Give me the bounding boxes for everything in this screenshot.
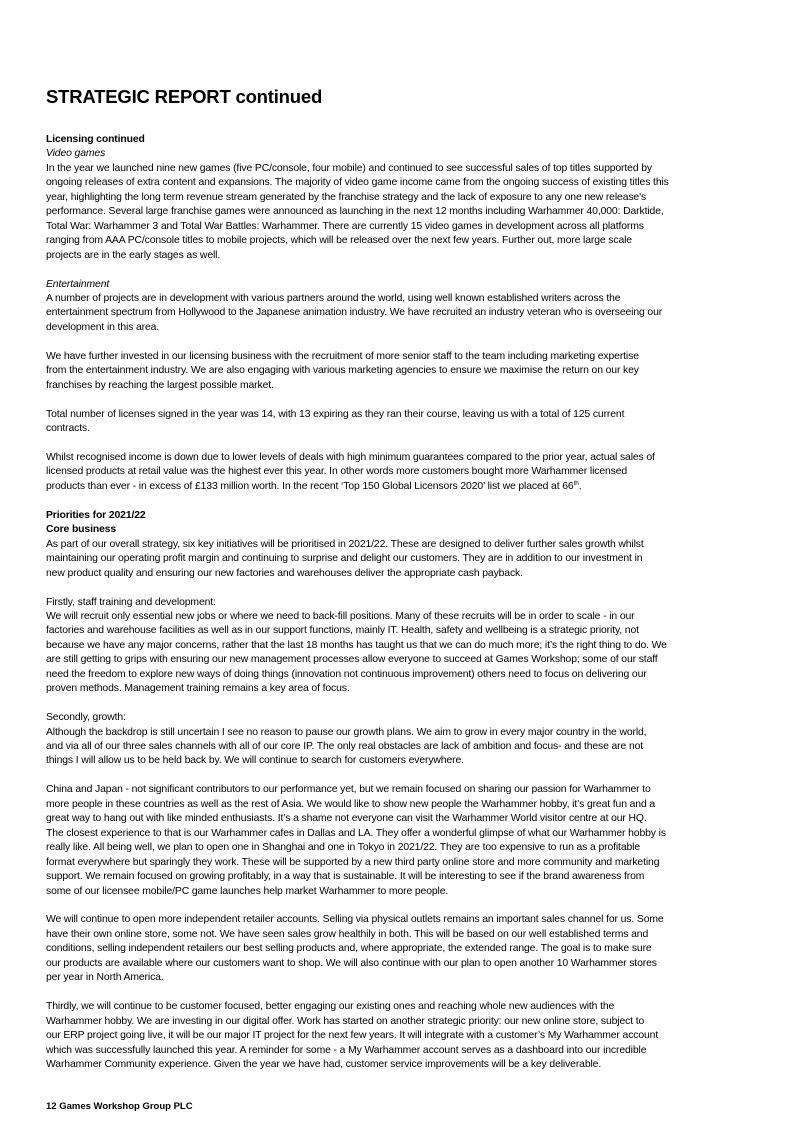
line-text: need the freedom to explore new ways of doing things (innovation not continuous improvement) others need to focus on delivering our	[46, 668, 647, 680]
text-line	[46, 249, 766, 263]
line-text: really like. All being well, we plan to open one in Shanghai and one in Tokyo in 2021/22. They are too expensive to run as a profitable	[46, 842, 640, 854]
line-text: entertainment spectrum from Hollywood to the Japanese animation industry. We have recruited an industry veteran who is overseeing our	[46, 307, 663, 319]
text-line	[46, 610, 766, 624]
blank-line	[46, 581, 766, 595]
line-text: Warhammer Community experience. Given the year we have had, customer service improvements will be a key deliverable.	[46, 1059, 602, 1070]
text-line	[46, 379, 766, 393]
blank-line	[46, 769, 766, 783]
line-text: We have further invested in our licensing business with the recruitment of more senior staff to the team including marketing expertise	[46, 350, 639, 362]
text-line	[46, 220, 766, 234]
line-text: Whilst recognised income is down due to lower levels of deals with high minimum guarantees compared to the prior year, actual sales of	[46, 451, 655, 463]
line-text: Video games	[46, 148, 106, 160]
text-line	[46, 711, 766, 725]
blank-line	[46, 494, 766, 508]
line-text: Total number of licenses signed in the year was 14, with 13 expiring as they ran their course, leaving us with a total of 125 current	[46, 408, 625, 420]
blank-line	[46, 437, 766, 451]
line-text: In the year we launched nine new games (five PC/console, four mobile) and continued to see successful sales of top titles supported by	[46, 162, 652, 174]
text-line	[46, 841, 766, 855]
text-line	[46, 176, 766, 190]
text-line	[46, 552, 766, 566]
line-text: new product quality and ensuring our new factories and warehouses deliver the appropriate cash payback.	[46, 567, 523, 579]
report-body	[46, 133, 766, 1072]
line-text: products than ever - in excess of £133 million worth. In the recent ‘Top 150 Global Licensors 2020’ list we placed at 66	[46, 480, 574, 492]
line-text: our ERP project going live, it will be our major IT project for the next few years. It will integrate with a customer’s My Warhammer account	[46, 1030, 659, 1042]
page-title: STRATEGIC REPORT continued	[46, 86, 323, 107]
text-line	[46, 798, 766, 812]
line-text: factories and warehouse facilities as well as in our support functions, mainly IT. Health, safety and wellbeing is a strategic priority, not	[46, 625, 639, 637]
line-text: things I will allow us to be held back by. We will continue to search for customers everywhere.	[46, 755, 464, 767]
line-text: Licensing continued	[46, 134, 145, 145]
text-line	[46, 971, 766, 985]
line-text: ongoing releases of extra content and expansions. The majority of video game income came from the ongoing success of existing titles this	[46, 177, 669, 189]
line-text: Total War: Warhammer 3 and Total War Battles: Warhammer. There are currently 15 video games in development across all platforms	[46, 220, 644, 232]
text-line	[46, 451, 766, 465]
line-text: more people in these countries as well as the rest of Asia. We would like to show new people the Warhammer hobby, it’s great fun and a	[46, 798, 656, 810]
line-text: and via all of our three sales channels with all of our core IP. The only real obstacles are lack of ambition and focus- and these are not	[46, 741, 644, 753]
line-text: Thirdly, we will continue to be customer focused, better engaging our existing ones and reaching whole new audiences with the	[46, 1001, 615, 1013]
line-text: contracts.	[46, 423, 90, 435]
text-line	[46, 321, 766, 335]
blank-line	[46, 899, 766, 913]
text-line	[46, 754, 766, 768]
text-line	[46, 191, 766, 205]
text-line	[46, 812, 766, 826]
line-text: licensed products at retail value was the highest ever this year. In other words more customers bought more Warhammer licensed	[46, 466, 628, 478]
section-heading	[46, 133, 766, 147]
text-line	[46, 162, 766, 176]
line-text: are still getting to grips with ensuring our new management processes allow everyone to succeed at Games Workshop; some of our staff	[46, 654, 658, 666]
line-text: performance. Several large franchise games were announced as launching in the next 12 months including Warhammer 40,000: Darktide,	[46, 206, 664, 218]
text-line	[46, 480, 766, 494]
line-text: proven methods. Management training remains a key area of focus.	[46, 683, 350, 695]
text-line	[46, 408, 766, 422]
text-line	[46, 783, 766, 797]
text-line	[46, 234, 766, 248]
text-line	[46, 856, 766, 870]
line-text: support. We remain focused on growing profitably, in a way that is sustainable. It will be interesting to see if the brand awareness from	[46, 871, 645, 883]
blank-line	[46, 697, 766, 711]
text-line	[46, 827, 766, 841]
line-text: have their own online store, some not. We have seen sales grow healthily in both. This will be based on our well established terms and	[46, 928, 649, 940]
line-text: because we have any major concerns, rather that the last 18 months has taught us that we can do much more; it’s the right thing to do. We	[46, 639, 667, 651]
text-line	[46, 957, 766, 971]
text-line	[46, 682, 766, 696]
line-text: great way to hang out with like minded enthusiasts. It’s a shame not everyone can visit the Warhammer World visitor centre at our HQ.	[46, 813, 647, 825]
text-line	[46, 350, 766, 364]
line-text: Firstly, staff training and development:	[46, 596, 216, 608]
text-line	[46, 422, 766, 436]
line-text: some of our licensee mobile/PC game launches help market Warhammer to more people.	[46, 885, 449, 897]
text-line	[46, 653, 766, 667]
line-text: Although the backdrop is still uncertain I see no reason to pause our growth plans. We aim to grow in every major country in the world,	[46, 726, 647, 738]
section-heading	[46, 509, 766, 523]
text-line	[46, 885, 766, 899]
line-text: year, highlighting the long term revenue stream generated by the franchise strategy and the lack of exposure to any one new release's	[46, 191, 647, 203]
text-line	[46, 306, 766, 320]
line-text: Entertainment	[46, 278, 110, 290]
line-text: ranging from AAA PC/console titles to mobile projects, which will be released over the next few years. Further out, more large scale	[46, 235, 632, 247]
text-line	[46, 639, 766, 653]
line-text: We will recruit only essential new jobs or where we need to back-fill positions. Many of these recruits will be in order to scale - in our	[46, 610, 635, 622]
text-line	[46, 538, 766, 552]
text-line	[46, 567, 766, 581]
text-line	[46, 205, 766, 219]
text-line	[46, 928, 766, 942]
text-line	[46, 740, 766, 754]
line-text: As part of our overall strategy, six key initiatives will be prioritised in 2021/22. These are designed to deliver further sales growth whilst	[46, 538, 644, 550]
line-text: projects are in the early stages as well.	[46, 249, 221, 261]
text-line	[46, 668, 766, 682]
text-line	[46, 1000, 766, 1014]
text-line	[46, 726, 766, 740]
text-line	[46, 913, 766, 927]
subsection-heading	[46, 278, 766, 292]
blank-line	[46, 986, 766, 1000]
line-text: conditions, selling independent retailers our best selling products and, where appropriate, the extended range. The goal is to make sure	[46, 943, 652, 955]
line-text: Priorities for 2021/22	[46, 509, 146, 521]
superscript: th	[573, 479, 579, 487]
line-text: per year in North America.	[46, 972, 164, 984]
text-line	[46, 870, 766, 884]
line-text: our products are available where our customers want to shop. We will also continue with our plan to open another 10 Warhammer stores	[46, 957, 657, 969]
text-line	[46, 1058, 766, 1072]
blank-line	[46, 393, 766, 407]
page-footer: 12 Games Workshop Group PLC	[46, 1101, 193, 1112]
subsection-heading	[46, 147, 766, 161]
text-line	[46, 1015, 766, 1029]
text-line	[46, 596, 766, 610]
line-text: Warhammer hobby. We are investing in our digital offer. Work has started on another strategic priority: our new online store, subject to	[46, 1015, 645, 1027]
line-text: The closest experience to that is our Warhammer cafes in Dallas and LA. They offer a wonderful glimpse of what our Warhammer hobby is	[46, 827, 666, 839]
line-text: China and Japan - not significant contributors to our performance yet, but we remain focused on sharing our passion for Warhammer to	[46, 784, 651, 796]
line-text: Core business	[46, 524, 117, 536]
line-text: franchises by reaching the largest possible market.	[46, 379, 274, 391]
blank-line	[46, 263, 766, 277]
text-line	[46, 1044, 766, 1058]
text-line	[46, 292, 766, 306]
line-text: We will continue to open more independent retailer accounts. Selling via physical outlets remains an important sales channel for us. Some	[46, 914, 664, 926]
line-text: maintaining our operating profit margin and continuing to surprise and delight our customers. They are in addition to our investment in	[46, 553, 643, 565]
text-line	[46, 942, 766, 956]
line-text: Secondly, growth:	[46, 712, 126, 724]
line-text: development in this area.	[46, 321, 160, 333]
line-text: A number of projects are in development with various partners around the world, using well known established writers across the	[46, 292, 621, 304]
text-line	[46, 465, 766, 479]
line-text: which was successfully launched this year. A reminder for some - a My Warhammer account serves as a dashboard into our incredible	[46, 1044, 647, 1056]
line-text: format everywhere but sparingly they work. These will be supported by a new third party online store and more community and marketing	[46, 856, 660, 868]
text-line	[46, 1029, 766, 1043]
section-heading	[46, 523, 766, 537]
blank-line	[46, 335, 766, 349]
line-text-tail: .	[578, 480, 582, 492]
text-line	[46, 624, 766, 638]
line-text: from the entertainment industry. We are also engaging with various marketing agencies to ensure we maximise the return on our key	[46, 365, 639, 377]
text-line	[46, 364, 766, 378]
